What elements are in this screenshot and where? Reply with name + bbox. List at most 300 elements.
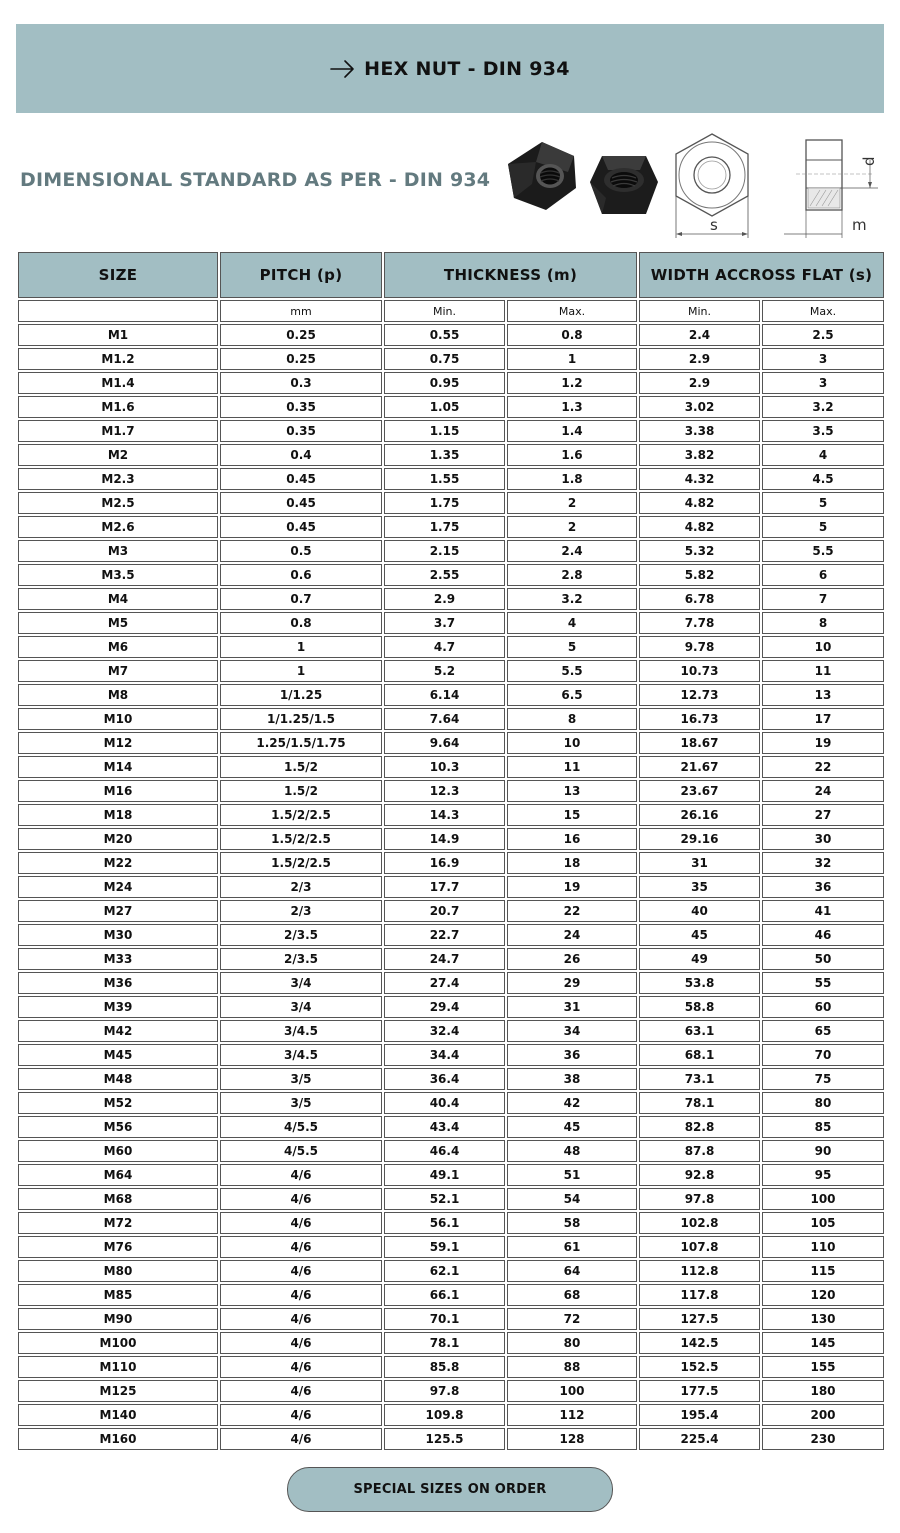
cell-size: M12: [18, 732, 218, 754]
cell-width-min: 31: [639, 852, 760, 874]
cell-thickness-max: 100: [507, 1380, 637, 1402]
cell-width-min: 5.82: [639, 564, 760, 586]
cell-thickness-max: 2.8: [507, 564, 637, 586]
cell-thickness-min: 34.4: [384, 1044, 505, 1066]
cell-pitch: 4/6: [220, 1308, 382, 1330]
cell-width-min: 12.73: [639, 684, 760, 706]
cell-size: M48: [18, 1068, 218, 1090]
cell-pitch: 1.5/2: [220, 780, 382, 802]
cell-pitch: 4/6: [220, 1380, 382, 1402]
cell-thickness-min: 1.75: [384, 516, 505, 538]
cell-size: M24: [18, 876, 218, 898]
cell-pitch: 1.5/2/2.5: [220, 852, 382, 874]
cell-pitch: 4/6: [220, 1188, 382, 1210]
cell-size: M14: [18, 756, 218, 778]
cell-size: M85: [18, 1284, 218, 1306]
cell-width-max: 46: [762, 924, 884, 946]
cell-width-min: 49: [639, 948, 760, 970]
cell-width-max: 120: [762, 1284, 884, 1306]
table-row: [18, 636, 884, 658]
cell-size: M160: [18, 1428, 218, 1450]
cell-thickness-min: 27.4: [384, 972, 505, 994]
cell-width-min: 152.5: [639, 1356, 760, 1378]
arrow-right-icon: [330, 59, 356, 79]
table-row: [18, 516, 884, 538]
section-subtitle: DIMENSIONAL STANDARD AS PER - DIN 934: [20, 169, 491, 191]
cell-width-min: 102.8: [639, 1212, 760, 1234]
cell-pitch: 4/6: [220, 1164, 382, 1186]
cell-size: M125: [18, 1380, 218, 1402]
table-row: [18, 324, 884, 346]
cell-pitch: 4/5.5: [220, 1116, 382, 1138]
cell-width-min: 73.1: [639, 1068, 760, 1090]
cell-thickness-min: 125.5: [384, 1428, 505, 1450]
cell-thickness-max: 1.8: [507, 468, 637, 490]
cell-width-max: 17: [762, 708, 884, 730]
cell-width-max: 10: [762, 636, 884, 658]
cell-pitch: 0.6: [220, 564, 382, 586]
cell-pitch: 1: [220, 636, 382, 658]
cell-width-min: 29.16: [639, 828, 760, 850]
table-row: [18, 900, 884, 922]
cell-width-max: 60: [762, 996, 884, 1018]
cell-width-max: 110: [762, 1236, 884, 1258]
cell-width-min: 5.32: [639, 540, 760, 562]
table-row: [18, 1068, 884, 1090]
cell-width-max: 3: [762, 372, 884, 394]
cell-width-max: 19: [762, 732, 884, 754]
cell-pitch: 4/6: [220, 1332, 382, 1354]
cell-thickness-min: 109.8: [384, 1404, 505, 1426]
cell-width-min: 177.5: [639, 1380, 760, 1402]
table-row: [18, 1284, 884, 1306]
cell-width-max: 22: [762, 756, 884, 778]
cell-size: M3.5: [18, 564, 218, 586]
cell-thickness-max: 48: [507, 1140, 637, 1162]
title-banner: [16, 24, 884, 113]
cell-width-max: 3.5: [762, 420, 884, 442]
cell-pitch: 3/5: [220, 1092, 382, 1114]
cell-thickness-max: 3.2: [507, 588, 637, 610]
cell-size: M6: [18, 636, 218, 658]
cell-pitch: 4/6: [220, 1404, 382, 1426]
cell-pitch: 4/6: [220, 1212, 382, 1234]
table-row: [18, 804, 884, 826]
cell-width-max: 30: [762, 828, 884, 850]
cell-width-min: 107.8: [639, 1236, 760, 1258]
cell-pitch: 3/4: [220, 972, 382, 994]
cell-width-min: 2.4: [639, 324, 760, 346]
cell-thickness-max: 19: [507, 876, 637, 898]
hex-nut-top-view-diagram: [670, 130, 754, 240]
cell-width-min: 18.67: [639, 732, 760, 754]
cell-thickness-min: 3.7: [384, 612, 505, 634]
cell-size: M33: [18, 948, 218, 970]
table-row: [18, 1164, 884, 1186]
cell-width-max: 36: [762, 876, 884, 898]
product-figures: [498, 128, 888, 240]
cell-pitch: 1/1.25: [220, 684, 382, 706]
cell-thickness-max: 80: [507, 1332, 637, 1354]
subheader-pitch-unit: mm: [220, 300, 382, 322]
cell-size: M1.2: [18, 348, 218, 370]
table-row: [18, 780, 884, 802]
table-row: [18, 708, 884, 730]
cell-width-max: 155: [762, 1356, 884, 1378]
cell-thickness-min: 2.9: [384, 588, 505, 610]
cell-width-min: 23.67: [639, 780, 760, 802]
cell-thickness-min: 5.2: [384, 660, 505, 682]
cell-width-min: 16.73: [639, 708, 760, 730]
cell-width-min: 68.1: [639, 1044, 760, 1066]
cell-width-min: 53.8: [639, 972, 760, 994]
table-row: [18, 852, 884, 874]
table-row: [18, 996, 884, 1018]
cell-thickness-max: 5.5: [507, 660, 637, 682]
cell-pitch: 0.35: [220, 396, 382, 418]
cell-thickness-max: 64: [507, 1260, 637, 1282]
cell-width-max: 145: [762, 1332, 884, 1354]
cell-pitch: 0.45: [220, 516, 382, 538]
table-row: [18, 1428, 884, 1450]
cell-thickness-min: 4.7: [384, 636, 505, 658]
cell-width-max: 70: [762, 1044, 884, 1066]
cell-width-min: 58.8: [639, 996, 760, 1018]
table-row: [18, 1404, 884, 1426]
cell-size: M1: [18, 324, 218, 346]
cell-pitch: 0.3: [220, 372, 382, 394]
table-row: [18, 1020, 884, 1042]
cell-thickness-min: 49.1: [384, 1164, 505, 1186]
cell-width-min: 3.38: [639, 420, 760, 442]
cell-size: M2.5: [18, 492, 218, 514]
cell-size: M16: [18, 780, 218, 802]
cell-thickness-max: 1.4: [507, 420, 637, 442]
cell-thickness-max: 42: [507, 1092, 637, 1114]
hex-nut-photo-1: [502, 136, 582, 216]
cell-size: M18: [18, 804, 218, 826]
cell-thickness-max: 5: [507, 636, 637, 658]
s-label: s: [710, 216, 718, 234]
cell-size: M2.3: [18, 468, 218, 490]
dimension-table: [16, 250, 886, 1452]
table-row: [18, 732, 884, 754]
cell-width-max: 95: [762, 1164, 884, 1186]
cell-thickness-max: 72: [507, 1308, 637, 1330]
cell-width-min: 117.8: [639, 1284, 760, 1306]
cell-width-max: 8: [762, 612, 884, 634]
cell-width-max: 105: [762, 1212, 884, 1234]
cell-size: M1.6: [18, 396, 218, 418]
cell-size: M76: [18, 1236, 218, 1258]
cell-size: M52: [18, 1092, 218, 1114]
cell-thickness-min: 14.9: [384, 828, 505, 850]
header-thickness: THICKNESS (m): [384, 252, 637, 298]
cell-pitch: 1.5/2/2.5: [220, 828, 382, 850]
table-row: [18, 1116, 884, 1138]
table-row: [18, 876, 884, 898]
subheader-thickness-max: Max.: [507, 300, 637, 322]
cell-size: M5: [18, 612, 218, 634]
cell-thickness-min: 12.3: [384, 780, 505, 802]
cell-pitch: 3/4.5: [220, 1020, 382, 1042]
table-row: [18, 756, 884, 778]
cell-width-max: 13: [762, 684, 884, 706]
cell-thickness-min: 7.64: [384, 708, 505, 730]
cell-pitch: 0.35: [220, 420, 382, 442]
cell-thickness-min: 43.4: [384, 1116, 505, 1138]
cell-width-min: 6.78: [639, 588, 760, 610]
cell-thickness-max: 1.2: [507, 372, 637, 394]
cell-width-max: 6: [762, 564, 884, 586]
hex-nut-photo-2: [588, 148, 660, 220]
header-size: SIZE: [18, 252, 218, 298]
cell-thickness-min: 1.35: [384, 444, 505, 466]
cell-width-min: 10.73: [639, 660, 760, 682]
cell-size: M3: [18, 540, 218, 562]
cell-thickness-max: 61: [507, 1236, 637, 1258]
table-row: [18, 588, 884, 610]
cell-width-min: 63.1: [639, 1020, 760, 1042]
table-row: [18, 1236, 884, 1258]
table-row: [18, 1308, 884, 1330]
table-row: [18, 828, 884, 850]
cell-width-max: 230: [762, 1428, 884, 1450]
table-row: [18, 1092, 884, 1114]
cell-thickness-max: 88: [507, 1356, 637, 1378]
cell-width-max: 32: [762, 852, 884, 874]
cell-pitch: 2/3.5: [220, 924, 382, 946]
cell-thickness-min: 1.75: [384, 492, 505, 514]
cell-size: M1.7: [18, 420, 218, 442]
cell-thickness-max: 45: [507, 1116, 637, 1138]
subheader-width-max: Max.: [762, 300, 884, 322]
cell-thickness-min: 1.55: [384, 468, 505, 490]
cell-width-min: 127.5: [639, 1308, 760, 1330]
cell-size: M1.4: [18, 372, 218, 394]
cell-thickness-min: 59.1: [384, 1236, 505, 1258]
cell-thickness-max: 38: [507, 1068, 637, 1090]
cell-pitch: 3/4.5: [220, 1044, 382, 1066]
special-sizes-button[interactable]: SPECIAL SIZES ON ORDER: [287, 1467, 613, 1512]
cell-size: M4: [18, 588, 218, 610]
table-row: [18, 1188, 884, 1210]
table-row: [18, 372, 884, 394]
cell-width-max: 180: [762, 1380, 884, 1402]
cell-thickness-max: 10: [507, 732, 637, 754]
cell-width-min: 45: [639, 924, 760, 946]
cell-thickness-min: 16.9: [384, 852, 505, 874]
cell-size: M60: [18, 1140, 218, 1162]
cell-width-max: 5: [762, 492, 884, 514]
cell-width-max: 41: [762, 900, 884, 922]
cell-width-max: 27: [762, 804, 884, 826]
cell-size: M72: [18, 1212, 218, 1234]
cell-thickness-max: 31: [507, 996, 637, 1018]
cell-pitch: 4/5.5: [220, 1140, 382, 1162]
cell-thickness-min: 78.1: [384, 1332, 505, 1354]
cell-thickness-max: 29: [507, 972, 637, 994]
cell-width-min: 4.82: [639, 516, 760, 538]
table-row: [18, 1140, 884, 1162]
cell-width-max: 115: [762, 1260, 884, 1282]
cell-thickness-min: 2.55: [384, 564, 505, 586]
cell-thickness-min: 1.05: [384, 396, 505, 418]
cell-width-min: 87.8: [639, 1140, 760, 1162]
cell-thickness-max: 34: [507, 1020, 637, 1042]
cell-pitch: 2/3: [220, 876, 382, 898]
table-row: [18, 684, 884, 706]
cell-pitch: 0.25: [220, 348, 382, 370]
cell-thickness-max: 68: [507, 1284, 637, 1306]
cell-thickness-min: 52.1: [384, 1188, 505, 1210]
cell-thickness-max: 58: [507, 1212, 637, 1234]
cell-width-min: 21.67: [639, 756, 760, 778]
cell-thickness-min: 1.15: [384, 420, 505, 442]
cell-pitch: 1: [220, 660, 382, 682]
cell-pitch: 0.5: [220, 540, 382, 562]
cell-width-max: 200: [762, 1404, 884, 1426]
cell-thickness-min: 0.75: [384, 348, 505, 370]
cell-thickness-min: 24.7: [384, 948, 505, 970]
table-row: [18, 1044, 884, 1066]
cell-size: M45: [18, 1044, 218, 1066]
cell-width-min: 26.16: [639, 804, 760, 826]
cell-thickness-max: 24: [507, 924, 637, 946]
cell-thickness-max: 54: [507, 1188, 637, 1210]
header-width: WIDTH ACCROSS FLAT (s): [639, 252, 884, 298]
cell-pitch: 2/3: [220, 900, 382, 922]
cell-thickness-min: 66.1: [384, 1284, 505, 1306]
cell-thickness-min: 32.4: [384, 1020, 505, 1042]
cell-size: M7: [18, 660, 218, 682]
cell-size: M68: [18, 1188, 218, 1210]
cell-width-min: 82.8: [639, 1116, 760, 1138]
cell-width-min: 92.8: [639, 1164, 760, 1186]
cell-thickness-max: 2: [507, 492, 637, 514]
cell-size: M39: [18, 996, 218, 1018]
cell-thickness-max: 51: [507, 1164, 637, 1186]
cell-size: M2.6: [18, 516, 218, 538]
cell-size: M56: [18, 1116, 218, 1138]
cell-thickness-min: 56.1: [384, 1212, 505, 1234]
cell-pitch: 2/3.5: [220, 948, 382, 970]
cell-width-max: 3: [762, 348, 884, 370]
cell-width-max: 2.5: [762, 324, 884, 346]
cell-thickness-min: 20.7: [384, 900, 505, 922]
cell-pitch: 0.25: [220, 324, 382, 346]
table-row: [18, 612, 884, 634]
cell-size: M30: [18, 924, 218, 946]
subheader-thickness-min: Min.: [384, 300, 505, 322]
cell-thickness-max: 4: [507, 612, 637, 634]
cell-pitch: 1.5/2/2.5: [220, 804, 382, 826]
table-row: [18, 492, 884, 514]
table-row: [18, 1356, 884, 1378]
table-row: [18, 420, 884, 442]
cell-thickness-max: 1.3: [507, 396, 637, 418]
cell-thickness-max: 11: [507, 756, 637, 778]
cell-thickness-max: 0.8: [507, 324, 637, 346]
cell-width-max: 75: [762, 1068, 884, 1090]
cell-width-min: 3.82: [639, 444, 760, 466]
m-label: m: [852, 216, 867, 234]
cell-width-min: 142.5: [639, 1332, 760, 1354]
cell-thickness-min: 17.7: [384, 876, 505, 898]
cell-width-min: 2.9: [639, 348, 760, 370]
cell-thickness-max: 1.6: [507, 444, 637, 466]
cell-width-min: 2.9: [639, 372, 760, 394]
cell-thickness-min: 62.1: [384, 1260, 505, 1282]
cell-size: M42: [18, 1020, 218, 1042]
cell-width-min: 3.02: [639, 396, 760, 418]
cell-thickness-max: 2: [507, 516, 637, 538]
cell-width-max: 24: [762, 780, 884, 802]
table-row: [18, 444, 884, 466]
table-row: [18, 564, 884, 586]
cell-thickness-max: 16: [507, 828, 637, 850]
cell-thickness-min: 0.95: [384, 372, 505, 394]
cell-width-min: 195.4: [639, 1404, 760, 1426]
cell-width-min: 9.78: [639, 636, 760, 658]
cell-pitch: 1/1.25/1.5: [220, 708, 382, 730]
cell-size: M100: [18, 1332, 218, 1354]
subheader-width-min: Min.: [639, 300, 760, 322]
cell-width-max: 7: [762, 588, 884, 610]
cell-width-min: 97.8: [639, 1188, 760, 1210]
table-row: [18, 948, 884, 970]
table-row: [18, 972, 884, 994]
cell-thickness-max: 1: [507, 348, 637, 370]
table-row: [18, 924, 884, 946]
cell-size: M80: [18, 1260, 218, 1282]
cell-size: M10: [18, 708, 218, 730]
cell-pitch: 1.5/2: [220, 756, 382, 778]
cell-size: M36: [18, 972, 218, 994]
cell-pitch: 0.45: [220, 468, 382, 490]
cell-pitch: 4/6: [220, 1428, 382, 1450]
cell-thickness-max: 13: [507, 780, 637, 802]
subheader-size: [18, 300, 218, 322]
cell-pitch: 4/6: [220, 1260, 382, 1282]
cell-pitch: 4/6: [220, 1284, 382, 1306]
table-row: [18, 1260, 884, 1282]
table-row: [18, 1212, 884, 1234]
cell-thickness-max: 2.4: [507, 540, 637, 562]
header-pitch: PITCH (p): [220, 252, 382, 298]
cell-width-max: 3.2: [762, 396, 884, 418]
table-row: [18, 396, 884, 418]
cell-width-max: 90: [762, 1140, 884, 1162]
cell-width-max: 55: [762, 972, 884, 994]
cell-width-min: 78.1: [639, 1092, 760, 1114]
cell-thickness-max: 112: [507, 1404, 637, 1426]
cell-width-max: 65: [762, 1020, 884, 1042]
cell-width-min: 4.32: [639, 468, 760, 490]
dimension-table-wrap: [16, 250, 882, 1452]
table-row: [18, 660, 884, 682]
cell-width-max: 85: [762, 1116, 884, 1138]
cell-pitch: 4/6: [220, 1236, 382, 1258]
cell-pitch: 4/6: [220, 1356, 382, 1378]
cell-size: M140: [18, 1404, 218, 1426]
cell-size: M2: [18, 444, 218, 466]
cell-width-min: 35: [639, 876, 760, 898]
cell-size: M90: [18, 1308, 218, 1330]
cell-size: M8: [18, 684, 218, 706]
cell-pitch: 3/5: [220, 1068, 382, 1090]
cell-thickness-min: 46.4: [384, 1140, 505, 1162]
